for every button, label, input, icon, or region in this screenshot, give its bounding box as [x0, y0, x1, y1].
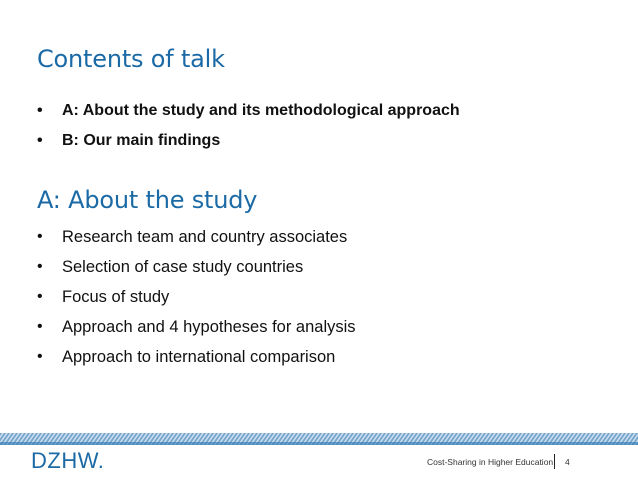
list-item-text: Selection of case study countries: [62, 258, 304, 276]
section-title-contents: Contents of talk: [37, 45, 225, 73]
list-item-text: Research team and country associates: [62, 228, 348, 246]
section-title-about: A: About the study: [37, 186, 258, 214]
bullet-icon: •: [37, 348, 43, 365]
footer-stripe-band: [0, 433, 638, 445]
footer-divider: [554, 454, 555, 469]
bullet-icon: •: [37, 228, 43, 245]
dzhw-logo: DZHW.: [31, 448, 105, 473]
bullet-icon: •: [37, 288, 43, 305]
list-item-text: A: About the study and its methodological approach: [62, 102, 460, 119]
bullet-icon: •: [37, 102, 43, 119]
list-item-text: Focus of study: [62, 288, 170, 306]
bullet-icon: •: [37, 318, 43, 335]
bullet-icon: •: [37, 132, 43, 149]
list-item-text: Approach to international comparison: [62, 348, 336, 366]
list-item-text: B: Our main findings: [62, 132, 221, 149]
list-item-text: Approach and 4 hypotheses for analysis: [62, 318, 356, 336]
footer-caption: Cost-Sharing in Higher Education: [427, 457, 554, 467]
bullet-icon: •: [37, 258, 43, 275]
page-number: 4: [565, 457, 570, 467]
footer: [0, 445, 638, 479]
